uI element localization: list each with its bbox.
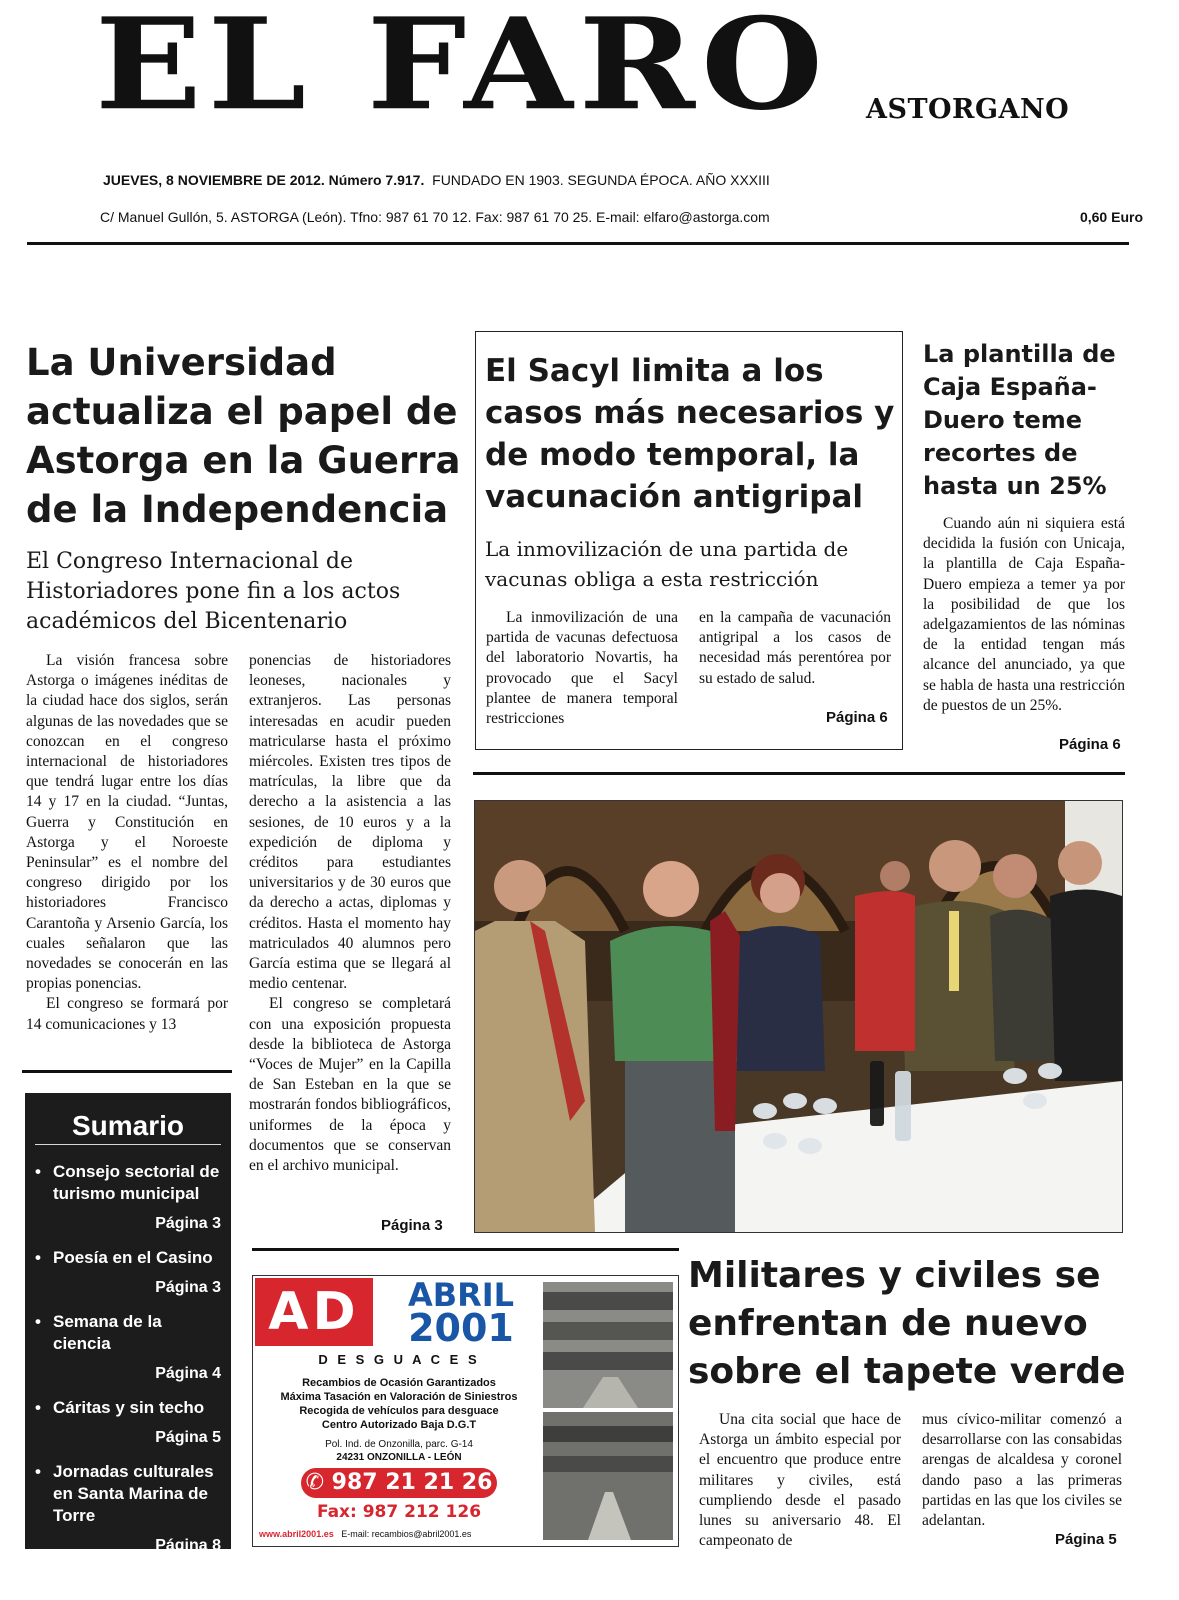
ad-phone-button[interactable]: [301, 1468, 497, 1498]
sacyl-page-ref: Página 6: [826, 709, 888, 726]
militares-column-1: [699, 1410, 901, 1551]
ad-phone: 987 21 21 26: [331, 1470, 493, 1495]
contact-address: C/ Manuel Gullón, 5. ASTORGA (León). Tfno: 987 61 70 12. Fax: 987 61 70 25. E-mail: elfaro@astorga.com: [100, 209, 770, 225]
ad-address-line: Pol. Ind. de Onzonilla, parc. G-14: [325, 1439, 473, 1450]
sumario-item[interactable]: [25, 1383, 231, 1447]
reception-photo: [474, 800, 1123, 1233]
caja-paragraph: Cuando aún ni siquiera está decidida la fusión con Unicaja, la plantilla de Caja España-Duero empieza a temer ya por la posibilidad de que los adelgazamientos de las nóminas de la entidad tengan más alcance del anunciado, ya que se habla de hasta una restricción de puestos de un 25%.: [923, 515, 1125, 714]
column-rule: [22, 1070, 232, 1073]
masthead-subtitle: ASTORGANO: [866, 94, 1070, 125]
sacyl-paragraph: en la campaña de vacunación antigripal a los casos de necesidad más perentórea por su estado de salud.: [699, 609, 891, 687]
sumario-item[interactable]: [25, 1297, 231, 1383]
ad-email[interactable]: E-mail: recambios@abril2001.es: [341, 1529, 472, 1539]
ad-photo-bottom: [543, 1412, 673, 1540]
sumario-item-label: • Poesía en el Casino: [25, 1233, 231, 1269]
universidad-paragraph: El congreso se completará con una exposición propuesta desde la biblioteca de Astorga “Voces de Mujer” en la Capilla de San Esteban en la que se mostrarán fondos bibliográficos, uniformes de la época y documentos que se conservan en el archivo municipal.: [249, 995, 451, 1175]
section-rule: [473, 772, 1125, 775]
sumario-item-label: • Consejo sectorial de turismo municipal: [25, 1145, 231, 1205]
sacyl-headline: El Sacyl limita a los casos más necesarios y de modo temporal, la vacunación antigripal: [485, 353, 895, 515]
ad-web-line: [259, 1529, 549, 1539]
masthead-title: EL FARO: [95, 0, 830, 139]
ad-logo-letters: AD: [268, 1282, 360, 1342]
dateline-issue: JUEVES, 8 NOVIEMBRE DE 2012. Número 7.917.: [103, 172, 425, 188]
universidad-paragraph: El congreso se formará por 14 comunicaciones y 13: [26, 995, 228, 1033]
universidad-deck: El Congreso Internacional de Historiadores pone fin a los actos académicos del Bicentenario: [26, 549, 401, 634]
masthead-rule: [27, 242, 1129, 245]
abril2001-ad[interactable]: [252, 1275, 679, 1547]
militares-page-ref: Página 5: [1055, 1531, 1117, 1548]
sumario-item[interactable]: [25, 1145, 231, 1233]
sumario-item-label: • Cáritas y sin techo: [25, 1383, 231, 1419]
warehouse-image: [543, 1282, 673, 1408]
issue-price: 0,60 Euro: [1079, 209, 1143, 225]
ad-line: Máxima Tasación en Valoración de Siniestros: [280, 1391, 518, 1403]
ad-web-link[interactable]: www.abril2001.es: [259, 1529, 334, 1539]
sacyl-deck: La inmovilización de una partida de vacunas obliga a esta restricción: [485, 537, 849, 591]
militares-headline: Militares y civiles se enfrentan de nuevo sobre el tapete verde: [688, 1255, 1126, 1392]
reception-photo-image: [475, 801, 1122, 1232]
ad-brand: [381, 1276, 541, 1350]
universidad-paragraph: ponencias de historiadores leoneses, nacionales y extranjeros. Las personas interesadas en acudir pueden matricularse hasta el próximo miércoles. Existen tres tipos de matrículas, la libre que da derecho a la asistencia a las sesiones, de 10 euros y a la expedición de diploma y créditos para estudiantes universitarios y de 30 euros que da derecho a actas, diplomas y créditos. Hasta el momento hay matriculados 40 alumnos pero García estima que se llegará al medio centenar.: [249, 652, 451, 993]
ad-address: [259, 1438, 539, 1464]
phone-icon: ✆: [305, 1470, 324, 1495]
sumario-item-label: • Jornadas culturales en Santa Marina de Torre: [25, 1447, 231, 1527]
ad-line: Centro Autorizado Baja D.G.T: [321, 1419, 477, 1431]
ad-line: Recogida de vehículos para desguace: [299, 1405, 499, 1417]
sacyl-paragraph: La inmovilización de una partida de vacunas defectuosa del laboratorio Novartis, ha provocado que el Sacyl plantee de manera temporal restricciones: [486, 609, 678, 728]
sumario-item-page: Página 5: [155, 1429, 221, 1446]
dateline-founded: FUNDADO EN 1903. SEGUNDA ÉPOCA. AÑO XXXIII: [432, 172, 770, 188]
caja-page-ref: Página 6: [1059, 736, 1121, 753]
sumario-box: [25, 1093, 231, 1554]
sacyl-column-2: [699, 608, 891, 689]
caja-headline: La plantilla de Caja España-Duero teme recortes de hasta un 25%: [923, 340, 1116, 500]
militares-paragraph: Una cita social que hace de Astorga un ámbito especial por el encuentro que produce entre militares y civiles, está cumpliendo desde el pasado lunes su aniversario 48. El campeonato de: [699, 1411, 901, 1550]
militares-paragraph: mus cívico-militar comenzó a desarrollarse con las consabidas arengas de alcaldesa y coronel dando paso a las primeras partidas en las que los civiles se adelantan.: [922, 1411, 1122, 1530]
ad-fax: Fax: 987 212 126: [316, 1502, 482, 1522]
warehouse-image: [543, 1412, 673, 1540]
ad-line: Recambios de Ocasión Garantizados: [302, 1377, 496, 1389]
universidad-page-ref: Página 3: [381, 1217, 443, 1234]
ad-brand-bottom: 2001: [408, 1306, 514, 1350]
sumario-item-page: Página 3: [155, 1279, 221, 1296]
sumario-item-page: Página 8: [155, 1537, 221, 1554]
section-rule: [252, 1248, 679, 1251]
sumario-item[interactable]: [25, 1447, 231, 1555]
universidad-column-1: [26, 651, 228, 1035]
ad-photo-top: [543, 1282, 673, 1408]
sumario-item[interactable]: [25, 1233, 231, 1297]
sumario-item-page: Página 4: [155, 1365, 221, 1382]
universidad-headline: La Universidad actualiza el papel de Astorga en la Guerra de la Independencia: [26, 341, 461, 531]
dateline: [103, 172, 770, 188]
caja-body: [923, 514, 1125, 716]
sacyl-column-1: [486, 608, 678, 729]
ad-service-lines: [259, 1376, 539, 1432]
universidad-paragraph: La visión francesa sobre Astorga o imágenes inéditas de la ciudad hace dos siglos, serán algunas de las novedades que se conozcan en el congreso internacional de historiadores que tendrá lugar entre los días 14 y 17 en la ciudad. “Juntas, Guerra y Constitución en Astorga y el Noroeste Peninsular” es el nombre del congreso dirigido por los historiadores Francisco Carantoña y Arsenio García, los cuales señalaron que las novedades se conocerán en las propias ponencias.: [26, 652, 228, 993]
militares-column-2: [922, 1410, 1122, 1531]
ad-logo-red: [255, 1278, 373, 1346]
sumario-title: Sumario: [71, 1110, 185, 1141]
ad-brand-top: ABRIL: [407, 1276, 515, 1314]
universidad-column-2: [249, 651, 451, 1176]
ad-address-line: 24231 ONZONILLA - LEÓN: [336, 1452, 462, 1463]
sumario-item-label: • Semana de la ciencia: [25, 1297, 231, 1355]
sumario-item-page: Página 3: [155, 1215, 221, 1232]
ad-tagline: D E S G U A C E S: [318, 1352, 480, 1367]
